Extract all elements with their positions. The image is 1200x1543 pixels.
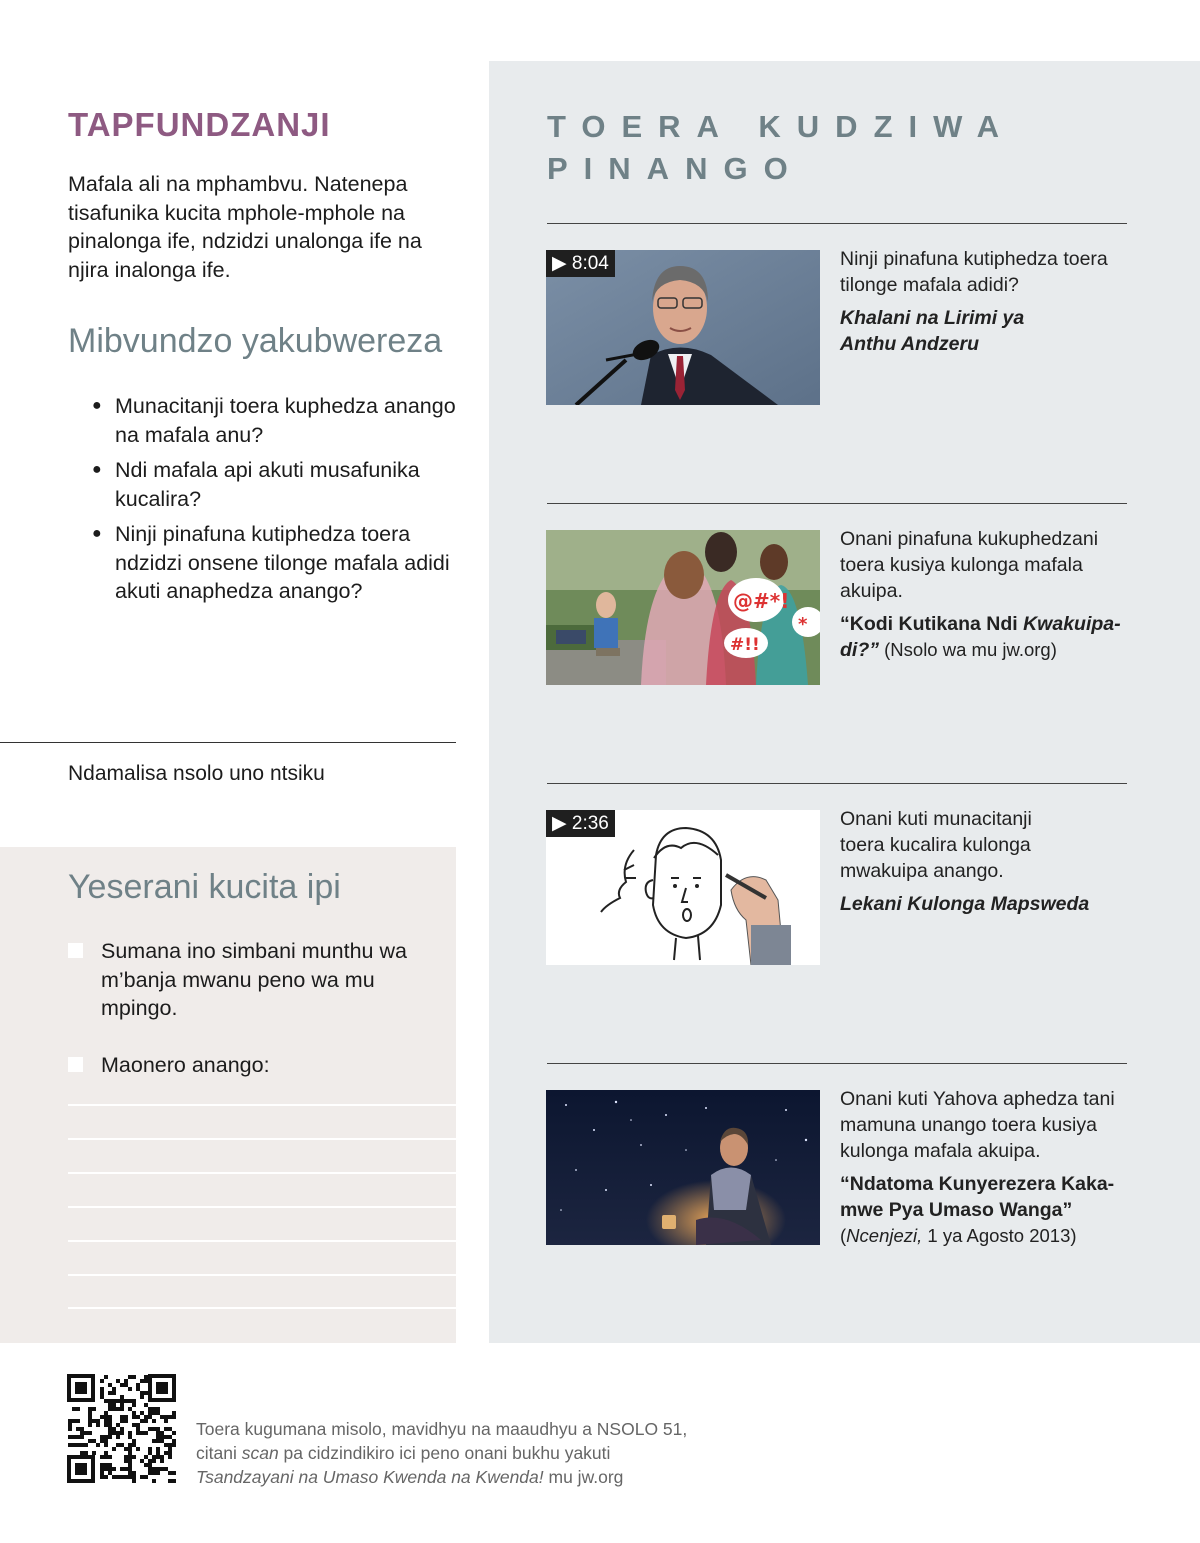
article-thumbnail-teens[interactable] <box>546 530 820 685</box>
list-item: ● Ndi mafala api akuti musafunika kucalira? <box>92 458 420 511</box>
review-questions-heading: Mibvundzo yakubwereza <box>68 322 443 360</box>
goal-item-read-scripture[interactable]: Sumana ino simbani munthu wa m’banja mwanu peno wa mu mpingo. <box>68 937 431 1023</box>
svg-text:*: * <box>798 614 808 635</box>
writing-line[interactable] <box>68 1138 456 1140</box>
qr-code-icon <box>67 1374 176 1483</box>
explore-heading: TOERA KUDZIWA PINANGO <box>547 109 1014 186</box>
resource-title-link[interactable]: “Kodi Kutikana Ndi Kwakuipa-di?” (Nsolo wa mu jw.org) <box>840 613 1121 661</box>
resource-title-link[interactable]: Khalani na Lirimi ya Anthu Andzeru <box>840 307 1025 355</box>
completion-date-label: Ndamalisa nsolo uno ntsiku <box>68 762 325 785</box>
resource-item <box>840 246 1130 357</box>
resource-title-link[interactable]: Lekani Kulonga Mapsweda <box>840 893 1090 915</box>
divider <box>547 783 1127 784</box>
goals-heading: Yeserani kucita ipi <box>68 868 341 906</box>
qr-code[interactable] <box>67 1374 176 1483</box>
video-thumbnail-drawing[interactable] <box>546 810 820 965</box>
writing-line[interactable] <box>68 1104 456 1106</box>
article-thumbnail-night-sky[interactable] <box>546 1090 820 1245</box>
teens-image <box>546 530 820 685</box>
goal-item-other[interactable]: Maonero anango: <box>68 1051 431 1080</box>
checkbox-icon[interactable] <box>68 943 83 958</box>
writing-line[interactable] <box>68 1172 456 1174</box>
resource-description: Onani kuti munacitanji toera kucalira kulonga mwakuipa anango. <box>840 808 1032 882</box>
night-sky-image <box>546 1090 820 1245</box>
resource-description: Onani pinafuna kukuphedzani toera kusiya kulonga mafala akuipa. <box>840 528 1099 602</box>
resource-description: Ninji pinafuna kutiphedza toera tilonge mafala adidi? <box>840 248 1108 296</box>
video-duration-badge: ▶ 8:04 <box>546 250 615 277</box>
footer-note: Toera kugumana misolo, mavidhyu na maaudhyu a NSOLO 51, citani scan pa cidzindikiro ici peno onani bukhu yakuti Tsandzayani na Umaso Kwenda na Kwenda! mu jw.org <box>196 1419 688 1487</box>
video-duration-badge: ▶ 2:36 <box>546 810 615 837</box>
summary-text: Mafala ali na mphambvu. Natenepa tisafunika kucita mphole-mphole na pinalonga ife, ndzidzi unalonga ife na njira inalonga ife. <box>68 172 422 282</box>
resource-item <box>840 806 1130 917</box>
summary-heading: TAPFUNDZANJI <box>68 106 331 143</box>
divider <box>547 1063 1127 1064</box>
goals-panel <box>0 847 456 1343</box>
resource-item <box>840 526 1130 663</box>
resource-item <box>840 1086 1130 1249</box>
checkbox-icon[interactable] <box>68 1057 83 1072</box>
svg-text:#!!: #!! <box>730 635 760 655</box>
writing-line[interactable] <box>68 1206 456 1208</box>
resource-source: (Ncenjezi, 1 ya Agosto 2013) <box>840 1225 1077 1246</box>
svg-text:@#*!: @#*! <box>733 589 790 613</box>
writing-line[interactable] <box>68 1274 456 1276</box>
resource-title-link[interactable]: “Ndatoma Kunyerezera Kaka-mwe Pya Umaso Wanga” <box>840 1173 1115 1221</box>
bullet-icon: ● <box>92 525 102 542</box>
list-item: ● Munacitanji toera kuphedza anango na mafala anu? <box>92 394 456 447</box>
divider <box>547 503 1127 504</box>
writing-line[interactable] <box>68 1307 456 1309</box>
writing-line[interactable] <box>68 1240 456 1242</box>
review-questions-list <box>92 392 462 613</box>
bullet-icon: ● <box>92 461 102 478</box>
divider <box>547 223 1127 224</box>
video-thumbnail-speaker[interactable] <box>546 250 820 405</box>
list-item: ● Ninji pinafuna kutiphedza toera ndzidzi onsene tilonge mafala adidi akuti anaphedza anango? <box>92 522 450 603</box>
divider <box>0 742 456 743</box>
bullet-icon: ● <box>92 397 102 414</box>
resource-description: Onani kuti Yahova aphedza tani mamuna unango toera kusiya kulonga mafala akuipa. <box>840 1088 1115 1162</box>
